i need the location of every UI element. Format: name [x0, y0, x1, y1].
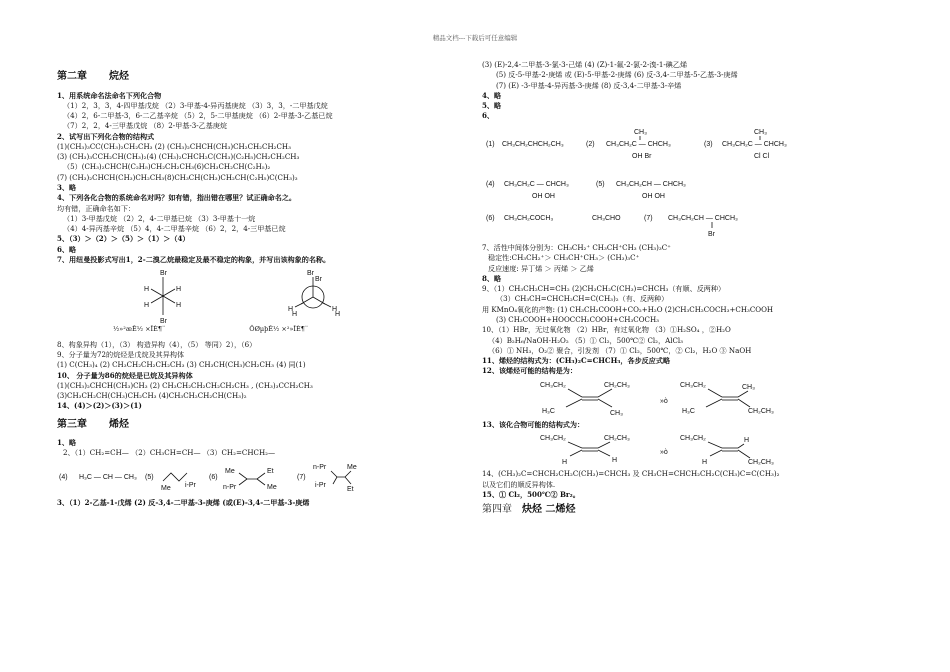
formula: CH₃CH₂COCH₃ [504, 214, 554, 222]
text-line: 14、(CH₃)₂C=CHCH₂CH₂C(CH₃)=CHCH₃ 及 CH₃CH=CHCH₂CH₂C(CH₃)C=C(CH₃)₂ [482, 469, 780, 479]
newman-anti-structure [127, 267, 197, 325]
chapter-3-heading [57, 418, 457, 433]
svg-text:CH₂CH₃: CH₂CH₃ [748, 407, 774, 415]
text-line: 9、分子量为72的烷烃是戊烷及其异构体 [57, 349, 185, 359]
text-line: （6）① NH₃，O₂② 聚合，引发剂 （7）① Cl₂，500℃，② Cl₂，H₂O ③ NaOH [488, 345, 752, 355]
text-line: （4）4-异丙基辛烷 （5）4，4-二甲基辛烷 （6）2，2，4-三甲基已烷 [63, 224, 286, 234]
formula: CH₃CH₂C — CHCH₃ [504, 180, 569, 188]
text-line: 14、(4)＞(2)＞(3)＞(1) [57, 401, 142, 411]
text-line: 以及它们的顺反异构体. [482, 479, 556, 489]
chapter-4-heading [482, 503, 922, 518]
svg-text:CH₂CH₃: CH₂CH₃ [604, 381, 630, 389]
svg-text:(4): (4) [59, 473, 68, 481]
formula: Br [708, 230, 715, 238]
svg-text:Br: Br [307, 270, 314, 278]
text-line: （1）3-甲基戊烷 （2）2，4-二甲基已烷 （3）3-甲基十一烷 [63, 213, 256, 223]
svg-text:CH₂CH₃: CH₂CH₃ [748, 459, 774, 467]
svg-text:H: H [144, 286, 150, 294]
text-line: 11、烯烃的结构式为：(CH₃)₂C=CHCH₃，各步反应式略 [482, 356, 671, 366]
formula: Cl Cl [754, 152, 770, 160]
svg-text:H: H [702, 459, 708, 467]
svg-text:Et: Et [267, 467, 274, 475]
text-line: 5、（3）＞（2）＞（5）＞（1）＞（4） [57, 234, 190, 244]
left-column [57, 66, 457, 508]
svg-text:n-Pr: n-Pr [223, 483, 237, 491]
svg-text:(7): (7) [297, 473, 306, 481]
svg-text:i-Pr: i-Pr [185, 481, 196, 489]
text-line: （1）2，3，3，4-四甲基戊烷 （2）3-甲基-4-异丙基庚烷 （3）3，3，-二甲基戊烷 [63, 100, 328, 110]
text-line: 3、略 [57, 183, 77, 193]
text-line: (3)CH₃CH₂CH(CH₃)CH₂CH₃ (4)CH₃CH₂CH₂CH(CH₃)₂ [57, 391, 247, 401]
q6-structures [482, 122, 912, 240]
q12-structures [482, 377, 902, 417]
label: (4) [486, 180, 495, 188]
svg-text:Me: Me [267, 483, 277, 491]
svg-text:CH₂CH₃: CH₂CH₃ [604, 435, 630, 443]
text-line: 7、活性中间体分别为：CH₃CH₂⁺ CH₃CH⁺CH₃ (CH₃)₃C⁺ [482, 242, 671, 252]
svg-text:(6): (6) [209, 473, 218, 481]
svg-text:Me: Me [225, 467, 235, 475]
formula: CH₃CH₂C — CHCH₃ [722, 140, 787, 148]
page-header: 精品文档---下载后可任意编辑 [432, 34, 518, 42]
svg-text:Br: Br [160, 318, 167, 326]
svg-text:CH₃CH₂: CH₃CH₂ [680, 435, 706, 443]
text-line: (1) C(CH₃)₄ (2) CH₃CH₂CH₂CH₂CH₃ (3) CH₃CH(CH₃)CH₂CH₃ (4) 同(1) [57, 360, 306, 370]
svg-text:Br: Br [315, 276, 322, 284]
text-line: 15、① Cl₂，500℃② Br₂。 [482, 490, 580, 500]
svg-text:Br: Br [160, 270, 167, 278]
label: (2) [586, 140, 595, 148]
or-label: »ò [660, 449, 668, 457]
svg-text:H: H [332, 306, 338, 314]
text-line: (3) CH₃COOH+HOOCCH₂COOH+CH₃COCH₃ [496, 314, 660, 324]
chapter-title: 烯烃 [109, 418, 129, 430]
label: (1) [486, 140, 495, 148]
text-line: 反应速度: 异丁烯 ＞ 丙烯 ＞ 乙烯 [488, 263, 594, 273]
svg-text:H₃C: H₃C [542, 407, 555, 415]
or-label: »ò [660, 397, 668, 405]
text-line: 7、用纽曼投影式写出1，2-二溴乙烷最稳定及最不稳定的构象，并写出该构象的名称。 [57, 255, 331, 264]
svg-text:H₃C — CH — CH₃: H₃C — CH — CH₃ [79, 473, 137, 481]
text-line: （3）CH₃CH=CHCH₂CH=C(CH₃)₂（有、反两种） [496, 294, 669, 304]
text-line: 4、略 [482, 90, 502, 100]
text-line: 12、该烯烃可能的结构是为： [482, 366, 577, 376]
svg-text:CH₃: CH₃ [610, 409, 623, 417]
svg-text:H: H [288, 306, 294, 314]
text-line: 用 KMnO₄氧化的产物: (1) CH₃CH₂COOH+CO₂+H₂O (2)CH₃CH₂COCH₃+CH₃COOH [482, 304, 774, 314]
chapter-number: 第二章 [57, 71, 87, 82]
formula: OH Br [632, 152, 652, 160]
svg-text:H: H [176, 302, 182, 310]
label: (6) [486, 214, 495, 222]
svg-text:H: H [292, 311, 298, 319]
formula: CH₃ [634, 128, 647, 136]
q13-structures [482, 430, 902, 466]
text-line: （5）(CH₃)₂CHCH(C₂H₅)CH₂CH₂CH₃(6)CH₃CH₂CH(C₂H₅)₂ [63, 162, 271, 172]
svg-text:n-Pr: n-Pr [313, 463, 327, 471]
text-line: (3) (E)-2,4-二甲基-3-氯-3-己烯 (4) (Z)-1-氟-2-氯-2-溴-1-碘乙烯 [482, 60, 688, 69]
svg-text:(5): (5) [145, 473, 154, 481]
text-line: (1)(CH₃)₃CC(CH₃)₂CH₂CH₃ (2) (CH₃)₂CHCH(CH₃)CH₂CH₂CH₂CH₃ [57, 141, 291, 151]
svg-text:Me: Me [347, 463, 357, 471]
text-line: 10、 分子量为86的烷烃是已烷及其异构体 [57, 370, 193, 380]
label: (3) [704, 140, 713, 148]
formula: CH₃CH₂CH — CHCH₃ [616, 180, 686, 188]
label: (5) [596, 180, 605, 188]
svg-text:H: H [335, 311, 341, 319]
label: (7) [644, 214, 653, 222]
text-line: 1、用系统命名法命名下列化合物 [57, 90, 162, 100]
formula: CH₃ [754, 128, 767, 136]
svg-text:CH₃CH₂: CH₃CH₂ [540, 381, 566, 389]
svg-text:H: H [176, 286, 182, 294]
text-line: 2、（1）CH₂=CH— （2）CH₃CH=CH— （3）CH₂=CHCH₂— [63, 448, 276, 458]
chapter-title: 烷烃 [109, 71, 129, 82]
text-line: 5、略 [482, 101, 502, 111]
text-line: 8、构象异构（1），（3） 构造异构（4），（5） 等同）2），（6） [57, 339, 257, 349]
svg-text:Me: Me [161, 484, 171, 492]
newman-captions [113, 325, 457, 334]
chapter-number: 第三章 [57, 418, 87, 430]
text-line: （4）2，6-二甲基-3，6-二乙基辛烷 （5）2，5-二甲基庚烷 （6）2-甲基-3-乙基已烷 [63, 111, 333, 121]
svg-text:H: H [612, 457, 618, 465]
text-line: 6、略 [57, 244, 77, 254]
formula: OH OH [642, 192, 665, 200]
text-line: （7）2，2，4-三甲基戊烷 （8）2-甲基-3-乙基庚烷 [63, 121, 228, 131]
text-line: 3、（1）2-乙基-1-戊烯 (2) 反-3,4-二甲基-3-庚烯 (或(E)-3,4-二甲基-3-庚烯 [57, 498, 310, 508]
text-line: 9、（1）CH₃CH₂CH=CH₂ (2)CH₃CH₂C(CH₃)=CHCH₃（有顺、反两种） [482, 284, 726, 294]
newman-projections [127, 267, 457, 325]
text-line: 6、 [482, 111, 495, 121]
chapter-title: 炔烃 二烯烃 [522, 504, 576, 516]
text-line: 10、（1）HBr，无过氧化物 （2）HBr，有过氧化物 （3）①H₂SO₄ ，②H₂O [482, 325, 731, 335]
text-line: 均有错，正确命名如下： [57, 203, 136, 213]
text-line: 2、试写出下列化合物的结构式 [57, 131, 155, 141]
text-line: 8、略 [482, 273, 502, 283]
text-line: （4）B₂H₆/NaOH-H₂O₂ （5）① Cl₂，500℃② Cl₂，AlCl₃ [488, 335, 684, 345]
chapter-2-heading [57, 70, 457, 85]
formula: CH₃CH₂C — CHCH₃ [606, 140, 671, 148]
formula: CH₃CHO [592, 214, 621, 222]
formula: OH OH [532, 192, 555, 200]
svg-text:H: H [562, 459, 568, 467]
svg-text:i-Pr: i-Pr [315, 481, 326, 489]
text-line: (1)(CH₃)₂CHCH(CH₃)CH₃ (2) CH₃CH₂CH₂CH₂CH₂CH₃ , (CH₃)₃CCH₂CH₃ [57, 380, 313, 390]
svg-text:H: H [744, 437, 750, 445]
text-line: 稳定性:CH₃CH₂⁺＞ CH₃CH⁺CH₃＞ (CH₃)₃C⁺ [488, 253, 640, 263]
svg-text:Et: Et [347, 485, 354, 493]
eclipsed-caption: ÖØµþÊ½ ×²»ÎÈ¶¨ [249, 325, 309, 334]
newman-eclipsed-structure [277, 267, 347, 325]
formula: CH₃CH₂CHCH₂CH₃ [502, 140, 564, 148]
chapter-number: 第四章 [482, 504, 512, 516]
text-line: 4、下列各化合物的系统命名对吗？如有错，指出错在哪里？试正确命名之。 [57, 193, 297, 203]
svg-text:H: H [144, 302, 150, 310]
text-line: (7) (CH₃)₂CHCH(CH₃)CH₂CH₃(8)CH₃CH(CH₃)CH₂CH(C₂H₅)C(CH₃)₃ [57, 172, 298, 182]
text-line: 1、略 [57, 438, 77, 448]
svg-text:CH₃CH₂: CH₃CH₂ [540, 435, 566, 443]
text-line: (5) 反-5-甲基-2-庚烯 或 (E)-5-甲基-2-庚烯 (6) 反-3,4-二甲基-5-乙基-3-庚烯 [496, 70, 738, 80]
svg-text:H₃C: H₃C [682, 407, 695, 415]
text-line: (7) (E) -3-甲基-4-异丙基-3-庚烯 (8) 反-3,4-二甲基-3-辛烯 [496, 80, 682, 90]
text-line: (3) (CH₃)₃CCH₂CH(CH₃)₂(4) (CH₃)₂CHCH₂C(CH₃)(C₂H₅)CH₂CH₂CH₃ [57, 152, 300, 162]
right-column [482, 60, 922, 524]
alkenyl-structures [57, 459, 357, 495]
svg-text:CH₃CH₂: CH₃CH₂ [680, 381, 706, 389]
text-line: 13、该化合物可能的结构式为： [482, 419, 585, 429]
anti-caption: ½»²æÊ½ ×ÎÈ¶¨ [113, 325, 166, 334]
svg-text:CH₃: CH₃ [742, 383, 755, 391]
formula: CH₃CH₂CH — CHCH₃ [668, 214, 738, 222]
